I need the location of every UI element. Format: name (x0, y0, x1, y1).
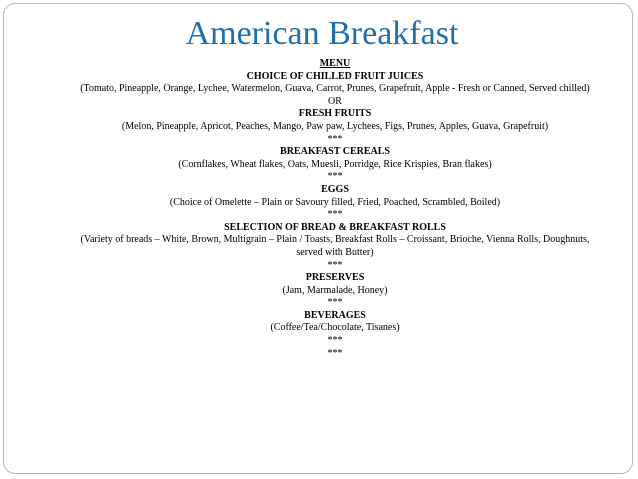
menu-label: MENU (319, 58, 351, 69)
section-separator-juices: OR (328, 95, 342, 107)
section-heading-preserves: PRESERVES (305, 272, 365, 284)
section-separator-bread: *** (327, 259, 343, 271)
section-items-beverages: (Coffee/Tea/Chocolate, Tisanes) (270, 322, 400, 334)
section-items-bread: (Variety of breads – White, Brown, Multigrain – Plain / Toasts, Breakfast Rolls – Croissant, Brioche, Vienna Rolls, Doughnuts, served with Butter) (80, 234, 590, 258)
page-title: American Breakfast (185, 15, 459, 52)
final-separator: *** (327, 347, 343, 359)
menu-body (70, 58, 600, 360)
section-heading-eggs: EGGS (321, 183, 349, 195)
section-separator-eggs: *** (327, 209, 343, 221)
section-separator-preserves: *** (327, 297, 343, 309)
section-heading-cereals: BREAKFAST CEREALS (280, 146, 390, 158)
section-separator-cereals: *** (327, 171, 343, 183)
section-items-juices: (Tomato, Pineapple, Orange, Lychee, Watermelon, Guava, Carrot, Prunes, Grapefruit, Apple - Fresh or Canned, Served chilled) (80, 83, 590, 95)
section-separator-beverages: *** (327, 335, 343, 347)
section-items-preserves: (Jam, Marmalade, Honey) (282, 284, 388, 296)
section-items-cereals: (Cornflakes, Wheat flakes, Oats, Muesli, Porridge, Rice Krispies, Bran flakes) (178, 158, 492, 170)
section-heading-beverages: BEVERAGES (304, 309, 366, 321)
section-separator-fruits: *** (327, 133, 343, 145)
section-items-fruits: (Melon, Pineapple, Apricot, Peaches, Mango, Paw paw, Lychees, Figs, Prunes, Apples, Guava, Grapefruit) (121, 120, 549, 132)
section-items-eggs: (Choice of Omelette – Plain or Savoury filled, Fried, Poached, Scrambled, Boiled) (169, 196, 501, 208)
section-heading-fruits: FRESH FRUITS (298, 108, 372, 120)
section-heading-juices: CHOICE OF CHILLED FRUIT JUICES (246, 70, 424, 82)
section-heading-bread: SELECTION OF BREAD & BREAKFAST ROLLS (224, 221, 446, 233)
